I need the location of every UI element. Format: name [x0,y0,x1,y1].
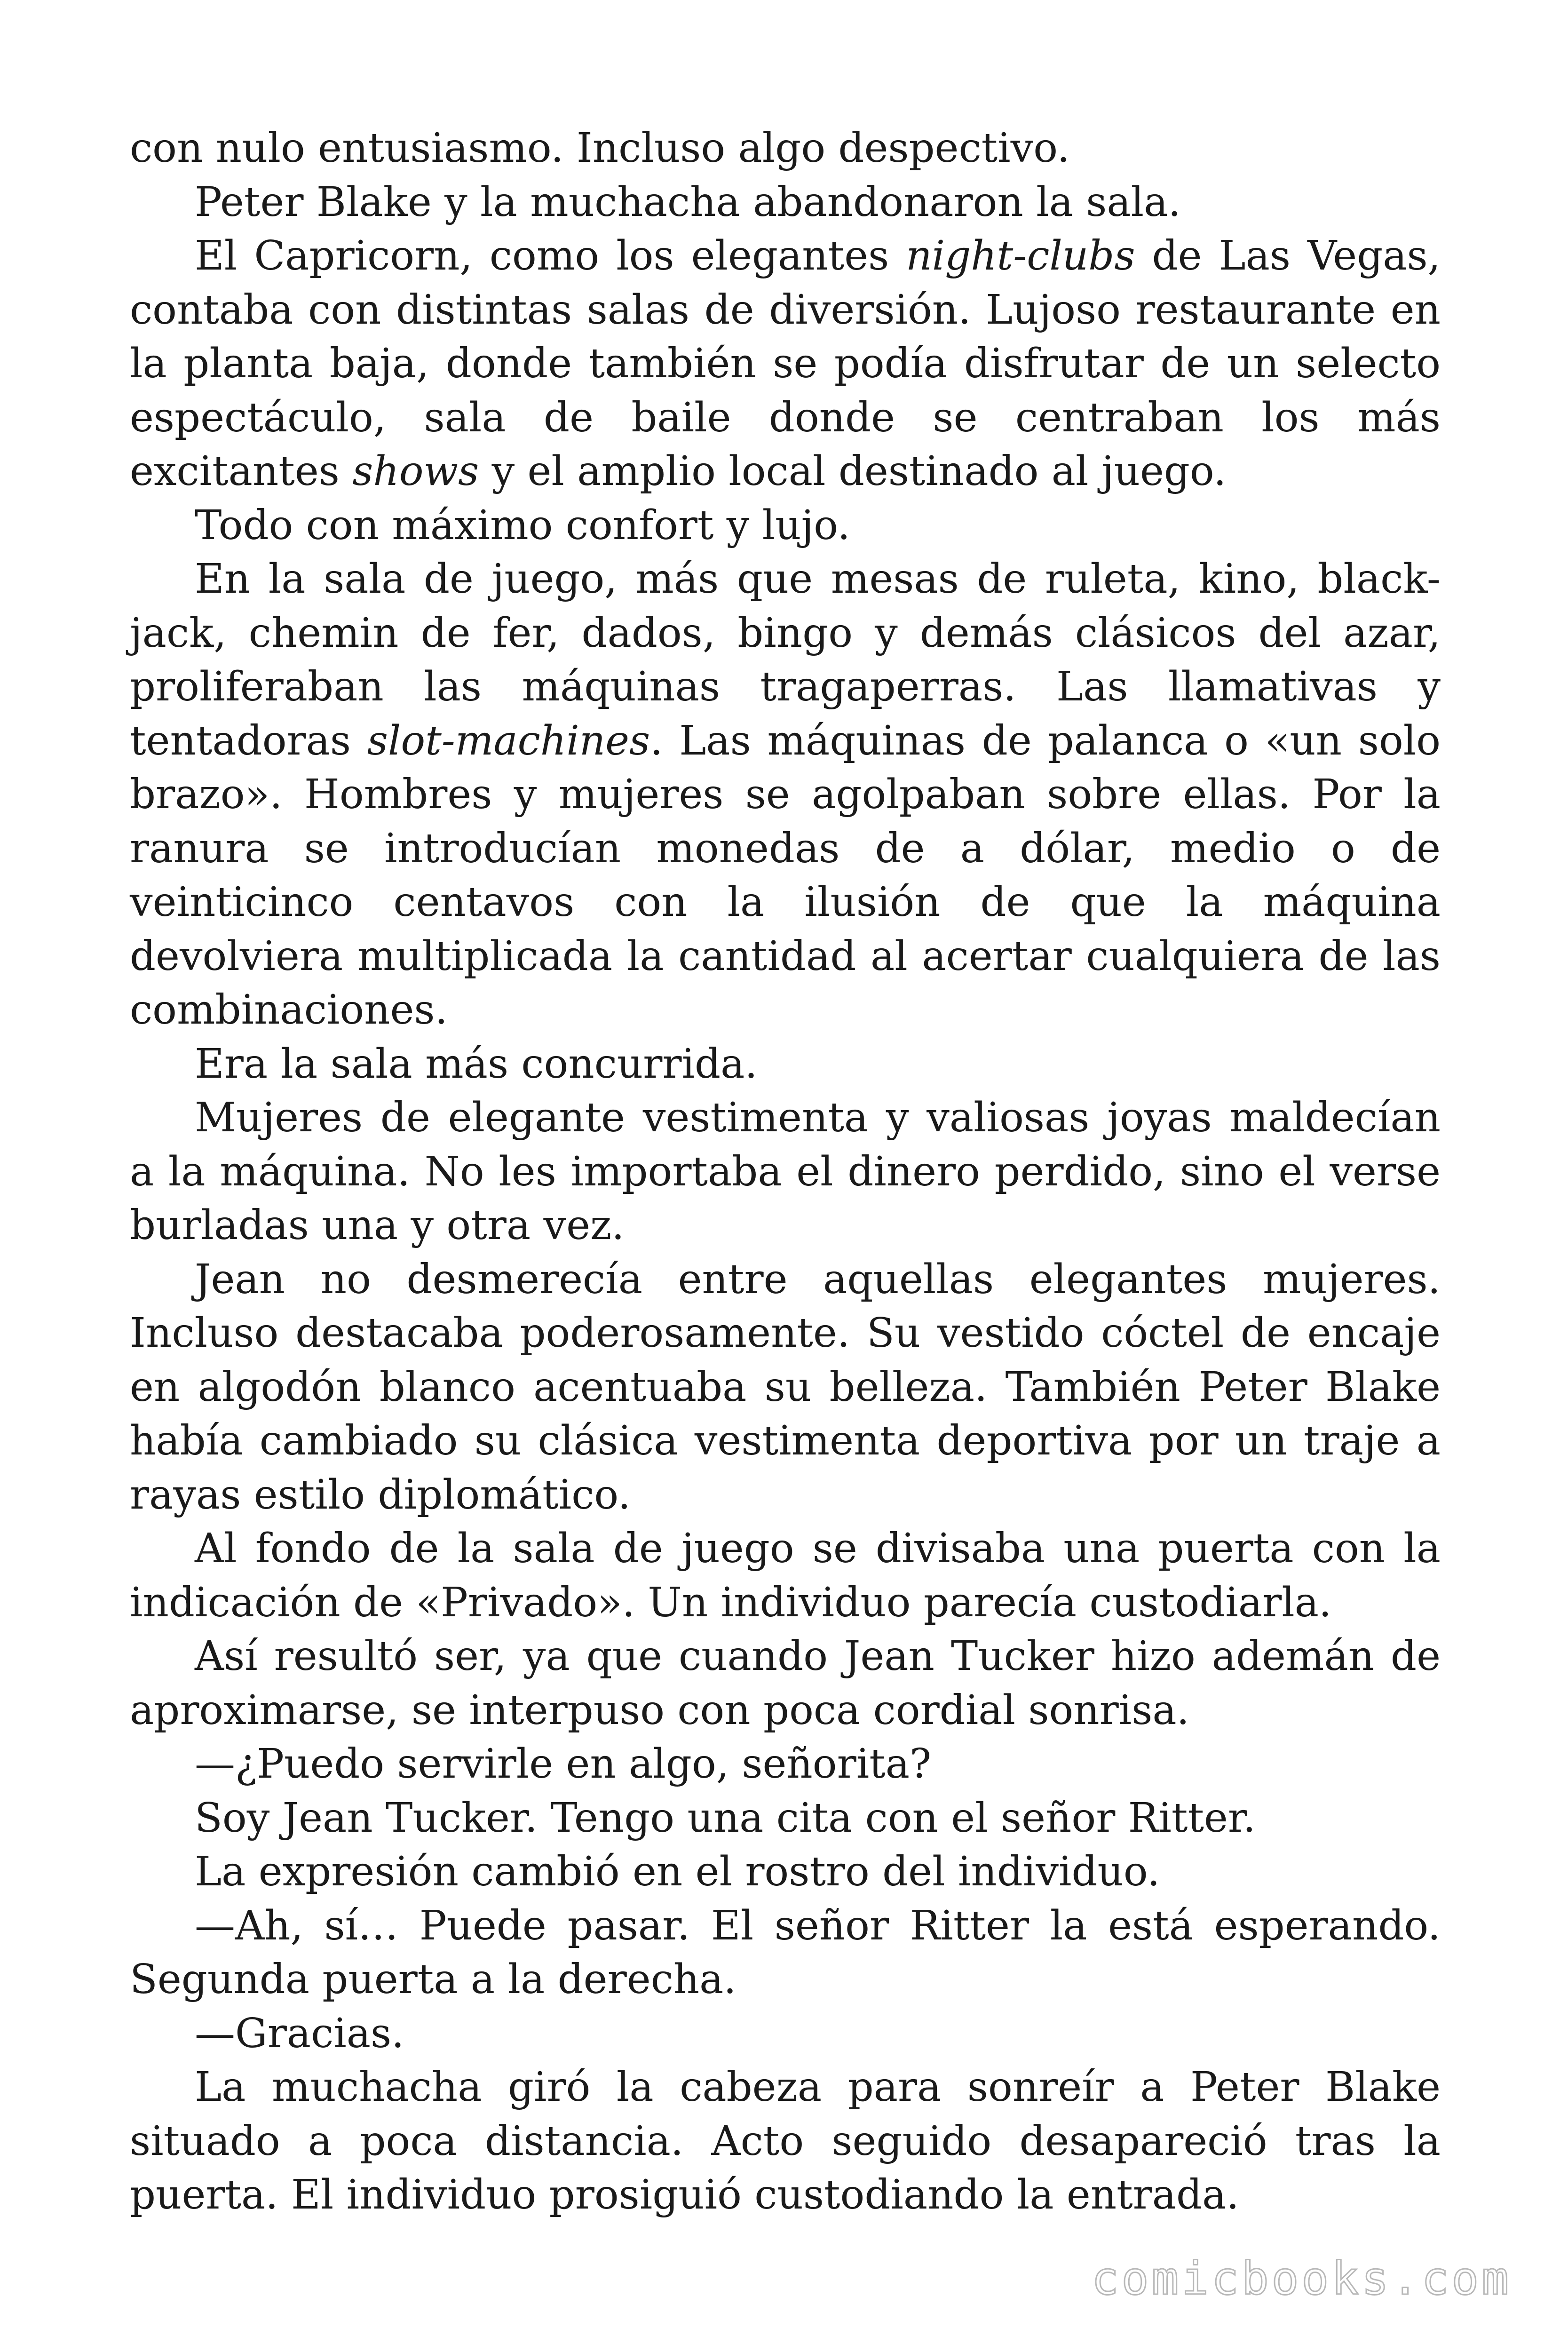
text-run: Peter Blake y la muchacha abandonaron la sala. [195,178,1181,226]
text-run: Todo con máximo confort y lujo. [195,501,850,549]
text-run: Mujeres de elegante vestimenta y valiosas joyas maldecían a la máquina. No les importaba el dinero perdido, sino el verse burladas una y otra vez. [130,1094,1441,1249]
paragraph [130,175,1441,230]
page-body [130,121,1441,2222]
text-run: Era la sala más concurrida. [195,1040,758,1088]
italic-text: night-clubs [906,232,1135,279]
italic-text: shows [352,448,479,495]
paragraph [130,1037,1441,1091]
text-run: Jean no desmerecía entre aquellas elegantes mujeres. Incluso destacaba poderosamente. Su vestido cóctel de encaje en algodón blanco acentuaba su belleza. También Peter Blake había cambiado su clásica vestimenta deportiva por un traje a rayas estilo diplomático. [130,1255,1441,1518]
text-run: . Las máquinas de palanca o «un solo brazo». Hombres y mujeres se agolpaban sobre ellas. Por la ranura se introducían monedas de a dólar, medio o de veinticinco centavos con la ilusión de que la máquina devolviera multiplicada la cantidad al acertar cualquiera de las combinaciones. [130,717,1441,1033]
paragraph [130,1791,1441,1845]
text-run: Al fondo de la sala de juego se divisaba una puerta con la indicación de «Privado». Un individuo parecía custodiarla. [130,1525,1441,1626]
text-run: —Ah, sí… Puede pasar. El señor Ritter la está esperando. Segunda puerta a la derecha. [130,1902,1441,2003]
text-run: La muchacha giró la cabeza para sonreír a Peter Blake situado a poca distancia. Acto seguido desapareció tras la puerta. El individuo prosiguió custodiando la entrada. [130,2064,1441,2218]
text-run: En la sala de juego, más que mesas de ruleta, kino, black-jack, chemin de fer, dados, bingo y demás clásicos del azar, proliferaban las máquinas tragaperras. Las llamativas y tentadoras [130,556,1441,764]
text-run: El Capricorn, como los elegantes [195,232,906,279]
text-run: —¿Puedo servirle en algo, señorita? [195,1740,932,1788]
paragraph [130,1253,1441,1522]
paragraph [130,1737,1441,1791]
paragraph [130,552,1441,1037]
italic-text: slot-machines [367,717,650,764]
text-run: y el amplio local destinado al juego. [479,448,1227,495]
text-run: La expresión cambió en el rostro del individuo. [195,1848,1160,1895]
paragraph [130,121,1441,175]
watermark: comicbooks.com [1091,2252,1512,2305]
paragraph [130,1522,1441,1629]
paragraph [130,1091,1441,1253]
paragraph [130,499,1441,553]
paragraph [130,1845,1441,1899]
text-run: Así resultó ser, ya que cuando Jean Tucker hizo ademán de aproximarse, se interpuso con poca cordial sonrisa. [130,1633,1441,1734]
text-run: Soy Jean Tucker. Tengo una cita con el señor Ritter. [195,1794,1256,1842]
paragraph [130,1629,1441,1737]
text-run: de Las Vegas, contaba con distintas salas de diversión. Lujoso restaurante en la planta baja, donde también se podía disfrutar de un selecto espectáculo, sala de baile donde se centraban los más excitantes [130,232,1441,495]
paragraph [130,2007,1441,2061]
paragraph [130,229,1441,499]
text-run: con nulo entusiasmo. Incluso algo despectivo. [130,125,1070,172]
paragraph [130,1899,1441,2007]
paragraph [130,2060,1441,2222]
text-run: —Gracias. [195,2010,404,2057]
